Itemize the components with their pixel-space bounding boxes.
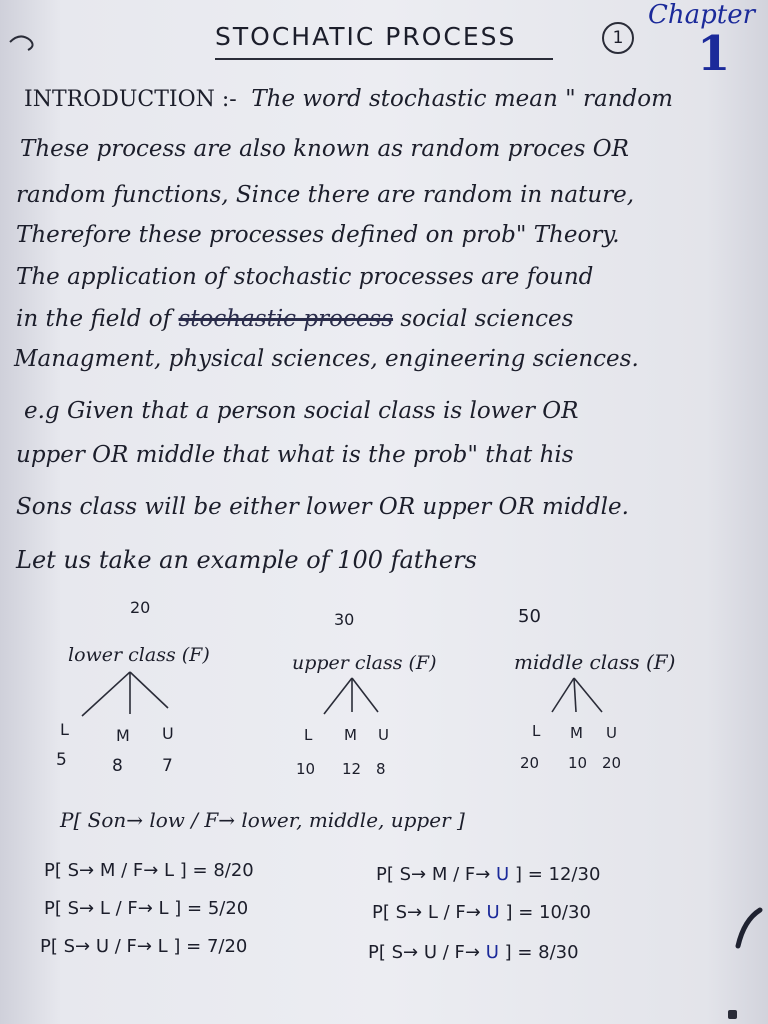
prob-right-3-prefix: P[ S→ U / F→ (368, 942, 480, 963)
group-label-middle: middle class (F) (514, 650, 676, 674)
leaf-letter-upper-u: U (378, 726, 389, 744)
body-line-11: Let us take an example of 100 fathers (16, 546, 477, 574)
group-count-lower: 20 (130, 598, 151, 617)
leaf-value-lower-u: 7 (162, 756, 173, 776)
struck-out-text: stochastic process (178, 306, 394, 332)
body-line-9: upper OR middle that what is the prob" that his (16, 442, 574, 468)
branch-middle-mid (574, 678, 576, 712)
prob-right-1 (376, 864, 600, 885)
page-number-circle: 1 (602, 22, 634, 54)
page-title: STOCHATIC PROCESS (215, 22, 517, 51)
chapter-number: 1 (697, 26, 731, 82)
body-line-2: These process are also known as random proces OR (20, 136, 629, 162)
prob-right-2 (372, 902, 591, 923)
branch-upper-right (352, 678, 378, 712)
leaf-letter-upper-m: M (344, 726, 357, 744)
corner-scribble-icon (6, 28, 46, 58)
prob-left-1: P[ S→ M / F→ L ] = 8/20 (44, 860, 254, 881)
body-line-10: Sons class will be either lower OR upper OR middle. (16, 494, 629, 520)
leaf-letter-lower-l: L (60, 720, 69, 739)
prob-left-3: P[ S→ U / F→ L ] = 7/20 (40, 936, 248, 957)
prob-right-2-prefix: P[ S→ L / F→ (372, 902, 481, 923)
group-count-upper: 30 (334, 610, 355, 629)
prob-right-3-target: U (485, 942, 499, 963)
chapter-label: Chapter (648, 0, 756, 30)
prob-left-2: P[ S→ L / F→ L ] = 5/20 (44, 898, 249, 919)
prob-right-3-suffix: ] = 8/30 (504, 942, 579, 963)
prob-right-1-prefix: P[ S→ M / F→ (376, 864, 491, 885)
leaf-value-upper-m: 12 (342, 760, 362, 778)
leaf-value-upper-u: 8 (376, 760, 386, 778)
prob-right-1-target: U (496, 864, 510, 885)
introduction-label: INTRODUCTION :- (24, 87, 237, 112)
leaf-value-upper-l: 10 (296, 760, 316, 778)
body-line-7: Managment, physical sciences, engineering sciences. (14, 346, 639, 372)
leaf-letter-lower-m: M (116, 726, 130, 745)
prob-right-3 (368, 942, 579, 963)
group-count-middle: 50 (518, 606, 541, 627)
body-line-4: Therefore these processes defined on prob" Theory. (16, 222, 620, 248)
title-underline (215, 58, 553, 60)
body-line-3: random functions, Since there are random in nature, (16, 182, 635, 208)
body-line-1 (24, 86, 673, 112)
probability-header: P[ Son→ low / F→ lower, middle, upper ] (60, 808, 465, 832)
group-label-lower: lower class (F) (68, 644, 210, 666)
leaf-value-lower-l: 5 (56, 750, 67, 770)
branch-middle-right (574, 678, 602, 712)
branch-upper-left (324, 678, 352, 714)
leaf-letter-middle-u: U (606, 724, 617, 742)
body-line-8: e.g Given that a person social class is lower OR (24, 398, 579, 424)
margin-swoosh-icon (730, 906, 764, 956)
prob-right-2-suffix: ] = 10/30 (505, 902, 591, 923)
scanner-watermark-icon (728, 1010, 737, 1019)
leaf-letter-lower-u: U (162, 724, 174, 743)
leaf-value-lower-m: 8 (112, 756, 123, 776)
body-line-6 (16, 306, 573, 332)
body-line-6-pre: in the field of (16, 306, 172, 332)
leaf-value-middle-m: 10 (568, 754, 588, 772)
tree-branches (0, 668, 768, 728)
branch-middle-left (552, 678, 574, 712)
leaf-letter-middle-l: L (532, 722, 541, 740)
prob-right-1-suffix: ] = 12/30 (514, 864, 601, 885)
prob-right-2-target: U (486, 902, 500, 923)
branch-lower-right (130, 672, 168, 708)
branch-lower-left (82, 672, 130, 716)
body-line-5: The application of stochastic processes are found (16, 264, 594, 290)
group-label-upper: upper class (F) (292, 652, 437, 674)
leaf-value-middle-l: 20 (520, 754, 540, 772)
leaf-letter-middle-m: M (570, 724, 583, 742)
leaf-value-middle-u: 20 (602, 754, 622, 772)
body-line-6-post: social sciences (400, 306, 574, 332)
body-line-1-text: The word stochastic mean " random (251, 86, 673, 112)
leaf-letter-upper-l: L (304, 726, 313, 744)
